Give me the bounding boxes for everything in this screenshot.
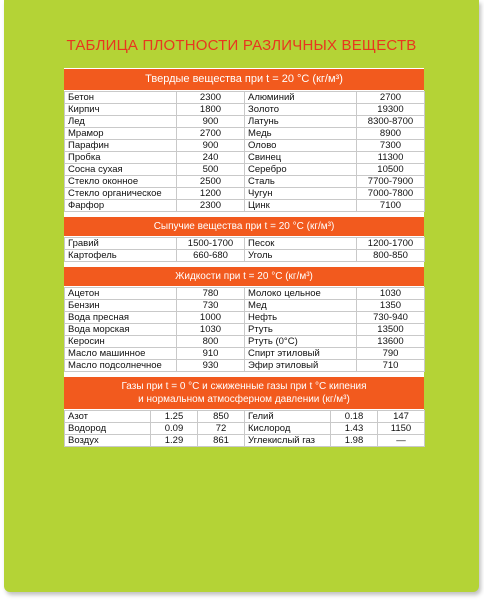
substance-name: Ртуть <box>245 324 357 336</box>
substance-name: Масло подсолнечное <box>65 360 177 372</box>
bulk-table <box>64 237 425 262</box>
density-value: 1.98 <box>331 435 378 447</box>
substance-name: Масло машинное <box>65 348 177 360</box>
density-value: 7700-7900 <box>357 176 425 188</box>
substance-name: Бетон <box>65 92 177 104</box>
density-value: 1.43 <box>331 423 378 435</box>
table-row <box>65 324 425 336</box>
substance-name: Уголь <box>245 250 357 262</box>
table-row <box>65 238 425 250</box>
page-title: ТАБЛИЦА ПЛОТНОСТИ РАЗЛИЧНЫХ ВЕЩЕСТВ <box>66 37 417 54</box>
density-value: 780 <box>177 288 245 300</box>
substance-name: Молоко цельное <box>245 288 357 300</box>
density-value: 1030 <box>177 324 245 336</box>
substance-name: Эфир этиловый <box>245 360 357 372</box>
table-row <box>65 200 425 212</box>
density-value: 790 <box>357 348 425 360</box>
table-row <box>65 188 425 200</box>
substance-name: Пробка <box>65 152 177 164</box>
density-value: 710 <box>357 360 425 372</box>
substance-name: Чугун <box>245 188 357 200</box>
substance-name: Сталь <box>245 176 357 188</box>
density-value: 2300 <box>177 92 245 104</box>
density-value: 1500-1700 <box>177 238 245 250</box>
substance-name: Цинк <box>245 200 357 212</box>
substance-name: Гелий <box>245 411 331 423</box>
gases-table <box>64 410 425 447</box>
density-value: 1350 <box>357 300 425 312</box>
density-value: 2700 <box>357 92 425 104</box>
table-row <box>65 250 425 262</box>
table-row <box>65 435 425 447</box>
density-value: 500 <box>177 164 245 176</box>
table-row <box>65 288 425 300</box>
density-value: 240 <box>177 152 245 164</box>
liquids-table <box>64 287 425 372</box>
density-value: 10500 <box>357 164 425 176</box>
substance-name: Мед <box>245 300 357 312</box>
density-value: 660-680 <box>177 250 245 262</box>
table-row <box>65 423 425 435</box>
density-value: 1.29 <box>151 435 198 447</box>
table-row <box>65 336 425 348</box>
density-value: 19300 <box>357 104 425 116</box>
substance-name: Стекло органическое <box>65 188 177 200</box>
density-value: 861 <box>198 435 245 447</box>
table-row <box>65 411 425 423</box>
density-value: 7000-7800 <box>357 188 425 200</box>
substance-name: Лед <box>65 116 177 128</box>
liquids-header: Жидкости при t = 20 °С (кг/м³) <box>64 266 424 287</box>
notebook-cover <box>4 0 479 592</box>
substance-name: Картофель <box>65 250 177 262</box>
substance-name: Кирпич <box>65 104 177 116</box>
density-value: 800-850 <box>357 250 425 262</box>
density-value: 8900 <box>357 128 425 140</box>
substance-name: Воздух <box>65 435 151 447</box>
density-value: 7100 <box>357 200 425 212</box>
density-value: 1150 <box>378 423 425 435</box>
substance-name: Песок <box>245 238 357 250</box>
gases-rows <box>65 411 425 447</box>
solids-table <box>64 91 425 212</box>
density-value: 1200 <box>177 188 245 200</box>
substance-name: Азот <box>65 411 151 423</box>
density-value: 0.18 <box>331 411 378 423</box>
substance-name: Латунь <box>245 116 357 128</box>
table-row <box>65 104 425 116</box>
substance-name: Ртуть (0°С) <box>245 336 357 348</box>
substance-name: Свинец <box>245 152 357 164</box>
bulk-header: Сыпучие вещества при t = 20 °С (кг/м³) <box>64 216 424 237</box>
substance-name: Олово <box>245 140 357 152</box>
substance-name: Водород <box>65 423 151 435</box>
gases-header-line2: и нормальном атмосферном давлении (кг/м³) <box>138 394 350 405</box>
density-value: 7300 <box>357 140 425 152</box>
table-row <box>65 128 425 140</box>
bulk-rows <box>65 238 425 262</box>
table-row <box>65 360 425 372</box>
density-value: 2500 <box>177 176 245 188</box>
density-value: 147 <box>378 411 425 423</box>
density-value: 13600 <box>357 336 425 348</box>
liquids-rows <box>65 288 425 372</box>
substance-name: Мрамор <box>65 128 177 140</box>
substance-name: Фарфор <box>65 200 177 212</box>
substance-name: Кислород <box>245 423 331 435</box>
substance-name: Стекло оконное <box>65 176 177 188</box>
density-value: 910 <box>177 348 245 360</box>
substance-name: Вода морская <box>65 324 177 336</box>
density-value: 900 <box>177 140 245 152</box>
table-row <box>65 176 425 188</box>
table-row <box>65 92 425 104</box>
density-value: 13500 <box>357 324 425 336</box>
density-value: — <box>378 435 425 447</box>
density-value: 2700 <box>177 128 245 140</box>
table-row <box>65 348 425 360</box>
table-row <box>65 164 425 176</box>
substance-name: Алюминий <box>245 92 357 104</box>
table-row <box>65 116 425 128</box>
gases-header-line1: Газы при t = 0 °С и сжиженные газы при t °С кипения <box>121 381 367 392</box>
density-value: 11300 <box>357 152 425 164</box>
density-board <box>64 68 424 447</box>
density-value: 850 <box>198 411 245 423</box>
substance-name: Медь <box>245 128 357 140</box>
density-value: 72 <box>198 423 245 435</box>
density-value: 1030 <box>357 288 425 300</box>
substance-name: Бензин <box>65 300 177 312</box>
density-value: 900 <box>177 116 245 128</box>
table-row <box>65 140 425 152</box>
substance-name: Керосин <box>65 336 177 348</box>
substance-name: Сосна сухая <box>65 164 177 176</box>
density-value: 730 <box>177 300 245 312</box>
density-value: 1200-1700 <box>357 238 425 250</box>
density-value: 1800 <box>177 104 245 116</box>
solids-rows <box>65 92 425 212</box>
substance-name: Спирт этиловый <box>245 348 357 360</box>
table-row <box>65 300 425 312</box>
substance-name: Ацетон <box>65 288 177 300</box>
density-value: 1000 <box>177 312 245 324</box>
density-value: 730-940 <box>357 312 425 324</box>
substance-name: Нефть <box>245 312 357 324</box>
solids-header: Твердые вещества при t = 20 °С (кг/м³) <box>64 68 424 91</box>
table-row <box>65 152 425 164</box>
table-row <box>65 312 425 324</box>
substance-name: Вода пресная <box>65 312 177 324</box>
density-value: 800 <box>177 336 245 348</box>
gases-header <box>64 376 424 410</box>
density-value: 2300 <box>177 200 245 212</box>
substance-name: Серебро <box>245 164 357 176</box>
substance-name: Углекислый газ <box>245 435 331 447</box>
density-value: 8300-8700 <box>357 116 425 128</box>
substance-name: Золото <box>245 104 357 116</box>
substance-name: Гравий <box>65 238 177 250</box>
density-value: 0.09 <box>151 423 198 435</box>
density-value: 930 <box>177 360 245 372</box>
density-value: 1.25 <box>151 411 198 423</box>
substance-name: Парафин <box>65 140 177 152</box>
